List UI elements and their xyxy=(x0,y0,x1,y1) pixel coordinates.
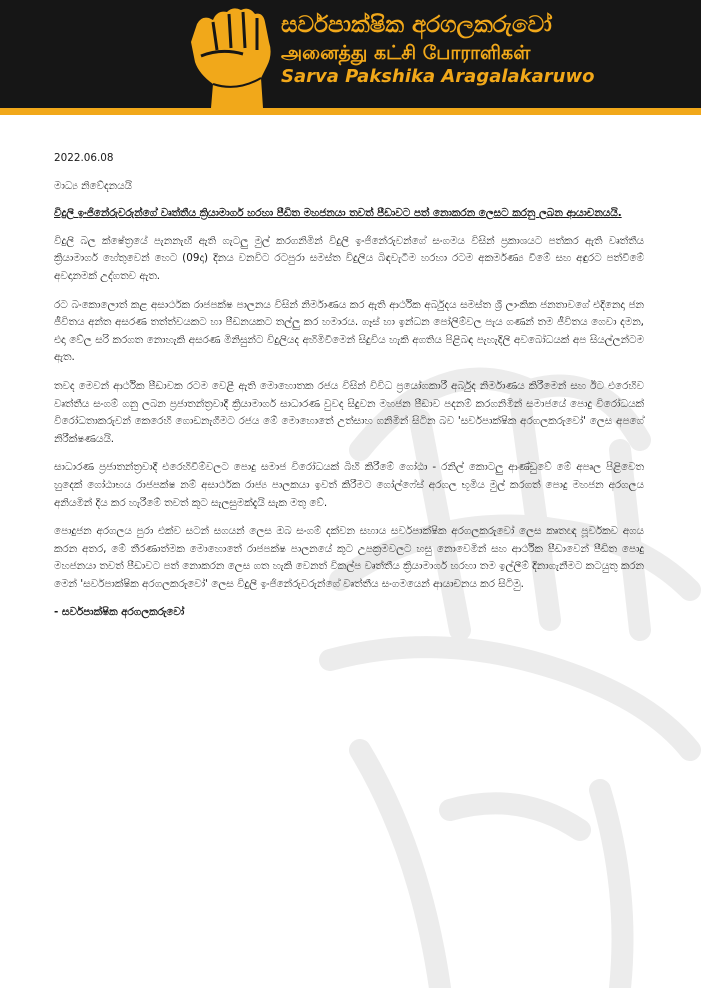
header-accent-bar xyxy=(0,108,701,115)
paragraph: තවද මෙවන් ආර්ථික පීඩාවක රටම වෙළී ඇති මොහොතක රජය විසින් විවිධ ප්‍රයෝගකාරී අර්බුද නිර්මාණය කිරීමෙන් සහ ඊට එරෙහිව වෘත්තීය සංගම් ගනු ලබන ප්‍රජාතන්ත්‍රවාදී ක්‍රියාමාර්ග සාධාරණ වුවද සිදුවන මහජන පීඩාව පදනම් කරගනිමින් සමාජයේ පොදු විරෝධයක් විරෝධතාකරුවන් කෙරෙහි ගොඩනැගීමට රජය මේ මොහොතේ උත්සාහ ගනිමින් සිටින බව 'සර්වපාක්ෂික අරගලකරුවෝ' ලෙස අපගේ නිරීක්ෂණයයි. xyxy=(54,379,644,445)
document-type: මාධ්‍ය නිවේදනයයි xyxy=(54,179,133,192)
document-subject: විදුලි ඉංජිනේරුවරුන්ගේ වෘත්තීය ක්‍රියාමාර්ග හරහා පීඩිත මහජනයා තවත් පීඩාවට පත් නොකරන ලෙසට කරනු ලබන ආයාචනයයි. xyxy=(54,207,622,220)
letterhead-header xyxy=(0,0,701,108)
paragraph: රට බංකොලොත් කළ අසාර්ථක රාජපක්ෂ පාලනය විසින් නිර්මාණය කර ඇති ආර්ථික අර්බුදය සමස්ත ශ්‍රී ලාංකික ජනතාවගේ එදිනෙදා ජන ජීවිතය අන්ත අසරණ තත්ත්වයකට හා පීඩනයකට තල්ලු කර හමාරය. ගෑස් හා ඉන්ධන පෝලිම්වල පැය ගණන් තම ජීවිතය ගෙවා දමන, එදා වේල සරි කරගත නොහැකි අසරණ මිනිසුන්ට විදුලියද අහිමිවීමෙන් සිදුවිය හැකි අගතිය පිළිබඳ පැහැදිලි අවබෝධයක් අප සියල්ලන්ටම ඇත. xyxy=(54,298,644,364)
raised-fist-icon xyxy=(183,4,279,108)
org-name-english: Sarva Pakshika Aragalakaruwo xyxy=(281,66,595,87)
paragraph: සාධාරණ ප්‍රජාතන්ත්‍රවාදී එරෙහිවීම්වලට පොදු සමාජ විරෝධයක් බිහි කිරීමේ ගෝඨා - රනිල් කොටලු ආණ්ඩුවේ මේ අප්‍රුල පිළිවෙත හුදෙක් ගෝඨාභය රාජපක්ෂ නම් අසාර්ථක රාජ්‍ය පාලකයා ඉවත් කිරීමට ගෝල්ෆේස් අරගල භූමිය මුල් කරගත් පොදු මහජන අරගලය අනියමින් දිය කර හැරීමේ තවත් කූට සැලසුමක්දැයි සැක මතු වේ. xyxy=(54,461,644,509)
press-release-body xyxy=(54,150,644,622)
org-name-sinhala: සර්වපාක්ෂික අරගලකරුවෝ xyxy=(281,11,552,38)
organization-names xyxy=(281,10,595,88)
document-date: 2022.06.08 xyxy=(54,152,114,164)
signature: - සර්වපාක්ෂික අරගලකරුවෝ xyxy=(54,606,185,619)
paragraph: පොදුජන අරගලය පුරා එක්ව සටන් සගයන් ලෙස ඔබ සංගම් දක්වන සහාය සර්වපාක්ෂික අරගලකරුවෝ ලෙස කෘතඥ පූර්වකව අගය කරන අතර, මේ තීරණාත්මක මොහොතේ රාජපක්ෂ පාලනයේ කූට උපක්‍රමවලට හසු නොවෙමින් සහ ආර්ථික පීඩාවෙන් පීඩිත පොදු මහජනයා තවත් පීඩාවට පත් නොකරන ලෙස ගත හැකි වෙනත් විකල්ප වෘත්තීය ක්‍රියාමාර්ග හරහා තම ඉල්ලීම් දිනාගැනීමට කටයුතු කරන මෙන් 'සර්වපාක්ෂික අරගලකරුවෝ' ලෙස විදුලි ඉංජිනේරුවරුන්ගේ වෘත්තීය සංගමයෙන් ආයාචනය කර සිටිමු. xyxy=(54,525,644,590)
paragraph: විදුලි බල ක්ෂේත්‍රයේ පැනනැඟී ඇති ගැටලු මුල් කරගනිමින් විදුලි ඉංජිනේරුවන්ගේ සංගමය විසින් ප්‍රකාශයට පත්කර ඇති වෘත්තීය ක්‍රියාමාර්ග හේතුවෙන් හෙට (09දා) දිනය වනවිට රටපුරා සමස්ත විදුලිය බිඳවැටීම හරහා රටම අකර්මණ්‍ය වීමේ සහ අඳුරට පත්වීමේ අවදානමක් උද්ගතව ඇත. xyxy=(54,234,644,282)
org-name-tamil: அனைத்து கட்சி போராளிகள் xyxy=(281,42,531,64)
